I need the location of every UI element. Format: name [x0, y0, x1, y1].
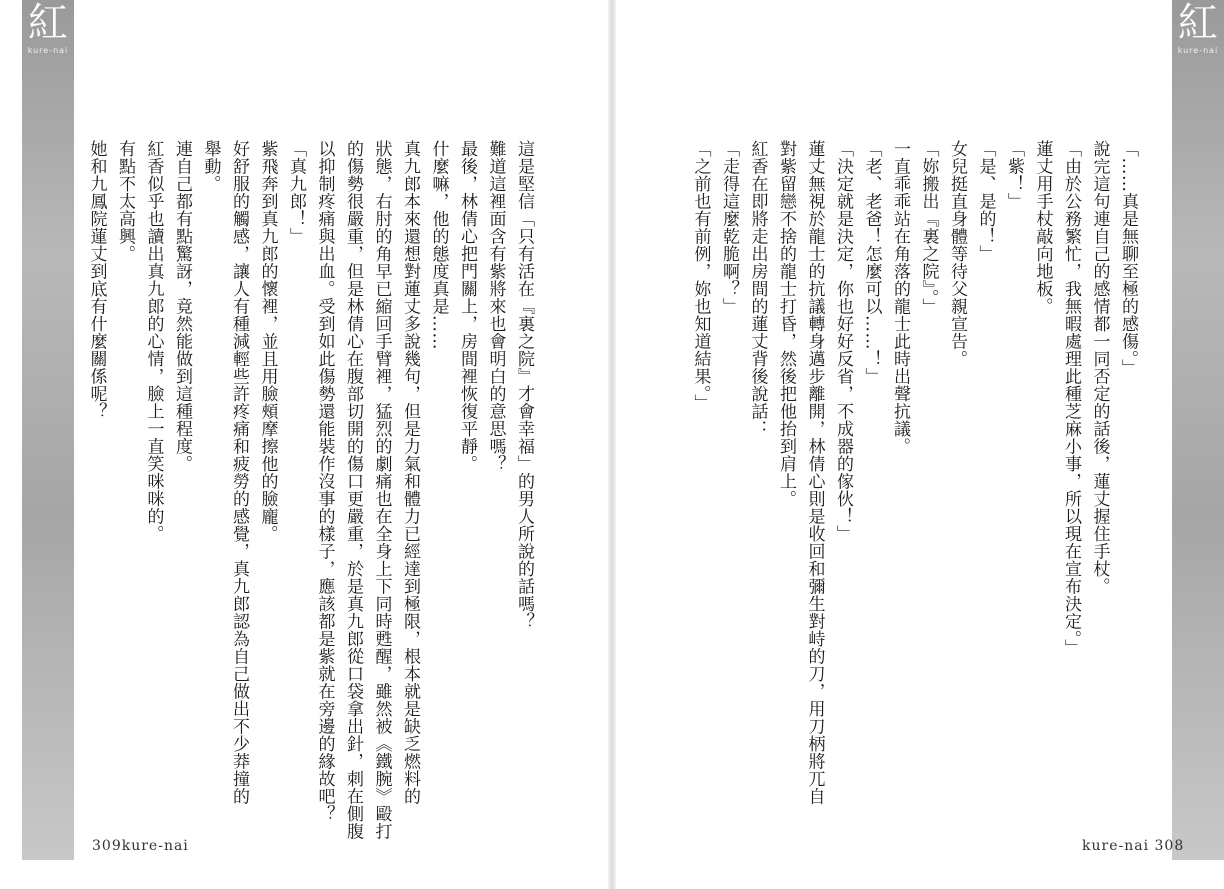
text-line: 她和九鳳院蓮丈到底有什麼關係呢？	[86, 140, 107, 420]
page-number: 308	[1154, 838, 1185, 854]
left-spine-band	[22, 0, 74, 860]
right-spine-band	[1172, 0, 1224, 860]
text-line: 最後，林倩心把門關上，房間裡恢復平靜。	[457, 140, 477, 473]
text-line: 真九郎本來還想對蓮丈多說幾句，但是力氣和體力已經達到極限，根本就是缺乏燃料的	[400, 140, 420, 805]
text-line: 什麼嘛，他的態度真是……	[428, 140, 449, 350]
text-line: 「……真是無聊至極的感傷。」	[1118, 140, 1138, 377]
text-line: 狀態，右肘的角早已縮回手臂裡，猛烈的劇痛也在全身上下同時甦醒，雖然被《鐵腕》毆打	[371, 140, 392, 840]
page-number: 309	[92, 838, 122, 854]
series-logo-mark: 紅	[28, 0, 68, 46]
text-line: 「由於公務繁忙，我無暇處理此種芝麻小事，所以現在宣布決定。」	[1061, 140, 1081, 657]
text-line: 蓮丈用手杖敲向地板。	[1032, 140, 1053, 315]
folio-left	[92, 838, 189, 854]
text-line: 「走得這麼乾脆啊？」	[719, 140, 739, 315]
series-logo-subtitle: kure-nai	[27, 46, 69, 55]
text-line: 紫飛奔到真九郎的懷裡，並且用臉頰摩擦他的臉龐。	[257, 140, 278, 543]
text-line: 難道這裡面含有紫將來也會明白的意思嗎？	[485, 140, 506, 473]
text-line: 「決定就是決定，你也好好反省，不成器的傢伙！」	[833, 140, 853, 543]
text-line: 一直乖乖站在角落的龍士此時出聲抗議。	[890, 140, 910, 455]
text-line: 「是、是的！」	[975, 140, 996, 263]
page-309-text	[86, 140, 538, 840]
text-line: 「紫！」	[1004, 140, 1024, 210]
text-line: 「真九郎！」	[286, 140, 306, 245]
text-line: 對紫留戀不捨的龍士打昏，然後把他抬到肩上。	[776, 140, 796, 508]
text-line: 紅香在即將走出房間的蓮丈背後說話：	[747, 140, 768, 438]
text-line: 以抑制疼痛與出血。受到如此傷勢還能裝作沒事的樣子，應該都是紫就在旁邊的緣故吧？	[314, 140, 335, 823]
text-line: 紅香似乎也讀出真九郎的心情，臉上一直笑咪咪的。	[143, 140, 164, 543]
text-line: 「妳搬出『裏之院』。」	[918, 140, 939, 316]
text-line: 女兒挺直身體等待父親宣告。	[947, 140, 967, 368]
text-line: 連自己都有點驚訝，竟然能做到這種程度。	[172, 140, 192, 473]
text-line: 好舒服的觸感，讓人有種減輕些許疼痛和疲勞的感覺，真九郎認為自己做出不少莽撞的	[229, 140, 249, 805]
running-footer: kure-nai	[121, 838, 189, 854]
page-308-text	[690, 140, 1142, 805]
running-footer: kure-nai	[1082, 838, 1150, 854]
text-line: 的傷勢很嚴重，但是林倩心在腹部切開的傷口更嚴重，於是真九郎從口袋拿出針，刺在側腹	[343, 140, 363, 840]
text-line: 這是堅信「只有活在『裏之院』才會幸福」的男人所說的話嗎？	[514, 140, 534, 630]
text-line: 蓮丈無視於龍士的抗議轉身邁步離開，林倩心則是收回和彌生對峙的刀，用刀柄將兀自	[804, 140, 825, 805]
series-logo-subtitle: kure-nai	[1177, 46, 1219, 55]
folio-right	[1082, 838, 1184, 854]
text-line: 舉動。	[200, 140, 221, 193]
text-line: 說完這句連自己的感情都一同否定的話後，蓮丈握住手杖。	[1089, 140, 1110, 595]
text-line: 有點不太高興。	[115, 140, 135, 263]
series-logo-mark: 紅	[1178, 0, 1218, 46]
text-line: 「之前也有前例，妳也知道結果。」	[690, 140, 711, 412]
text-line: 「老、老爸！怎麼可以……！」	[861, 140, 882, 385]
book-gutter	[608, 0, 616, 889]
